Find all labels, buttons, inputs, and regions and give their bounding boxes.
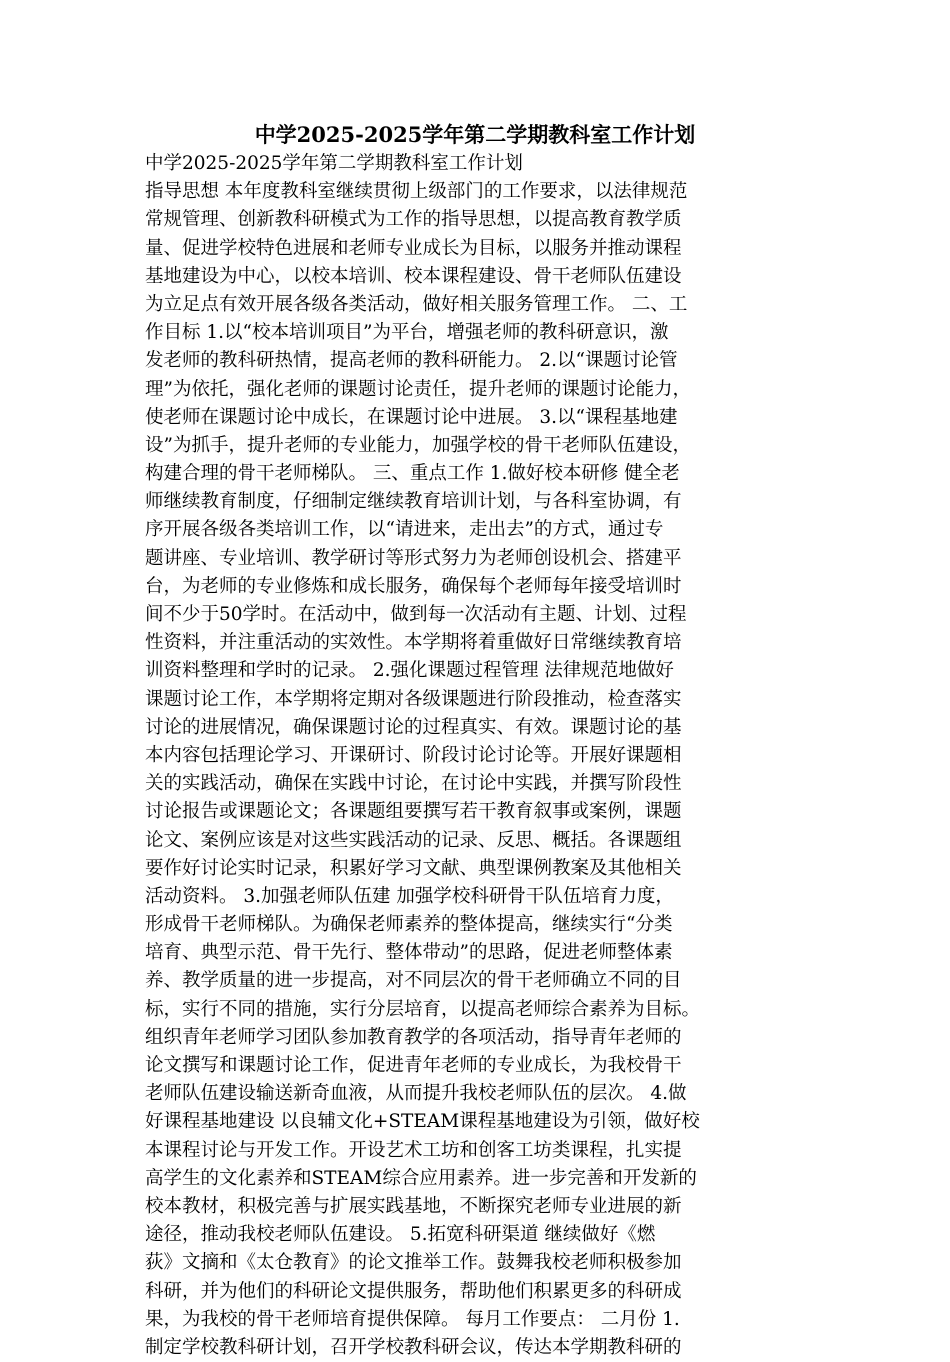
body-text-line: 师继续教育制度，仔细制定继续教育培训计划，与各科室协调，有 bbox=[145, 491, 682, 513]
body-text-line: 好课程基地建设 以良辅文化+STEAM课程基地建设为引领，做好校 bbox=[145, 1111, 700, 1133]
body-text-line: 课题讨论工作，本学期将定期对各级课题进行阶段推动，检查落实 bbox=[145, 688, 682, 710]
body-text-line: 本内容包括理论学习、开课研讨、阶段讨论讨论等。开展好课题相 bbox=[145, 744, 682, 766]
body-text-line: 为立足点有效开展各级各类活动，做好相关服务管理工作。 二、工 bbox=[145, 293, 688, 315]
body-text-line: 题讲座、专业培训、教学研讨等形式努力为老师创设机会、搭建平 bbox=[145, 547, 682, 569]
body-text-line: 制定学校教科研计划，召开学校教科研会议，传达本学期教科研的 bbox=[145, 1336, 682, 1358]
body-text-line: 果，为我校的骨干老师培育提供保障。 每月工作要点： 二月份 1. bbox=[145, 1308, 680, 1330]
body-text-line: 形成骨干老师梯队。为确保老师素养的整体提高，继续实行“分类 bbox=[145, 914, 673, 936]
body-text-line: 序开展各级各类培训工作，以“请进来，走出去”的方式，通过专 bbox=[145, 519, 664, 541]
body-text-line: 科研，并为他们的科研论文提供服务，帮助他们积累更多的科研成 bbox=[145, 1280, 682, 1302]
body-text-line: 老师队伍建设输送新奇血液，从而提升我校老师队伍的层次。 4.做 bbox=[145, 1083, 687, 1105]
body-text-line: 指导思想 本年度教科室继续贯彻上级部门的工作要求，以法律规范 bbox=[145, 181, 688, 203]
body-text-line: 发老师的教科研热情，提高老师的教科研能力。 2.以“课题讨论管 bbox=[145, 350, 678, 372]
body-text-line: 设”为抓手，提升老师的专业能力，加强学校的骨干老师队伍建设， bbox=[145, 434, 691, 456]
body-text-line: 培育、典型示范、骨干先行、整体带动”的思路，促进老师整体素 bbox=[145, 942, 673, 964]
body-text-line: 活动资料。 3.加强老师队伍建 加强学校科研骨干队伍培育力度， bbox=[145, 885, 674, 907]
body-text-line: 标，实行不同的措施，实行分层培育，以提高老师综合素养为目标。 bbox=[145, 998, 701, 1020]
body-text-line: 本课程讨论与开发工作。开设艺术工坊和创客工坊类课程，扎实提 bbox=[145, 1139, 682, 1161]
body-text-line: 构建合理的骨干老师梯队。 三、重点工作 1.做好校本研修 健全老 bbox=[145, 463, 680, 485]
body-text-line: 途径，推动我校老师队伍建设。 5.拓宽科研渠道 继续做好《燃 bbox=[145, 1224, 656, 1246]
document-body bbox=[145, 150, 813, 1362]
body-text-line: 台，为老师的专业修炼和成长服务，确保每个老师每年接受培训时 bbox=[145, 575, 682, 597]
body-text-line: 讨论的进展情况，确保课题讨论的过程真实、有效。课题讨论的基 bbox=[145, 716, 682, 738]
body-text-line: 性资料，并注重活动的实效性。本学期将着重做好日常继续教育培 bbox=[145, 632, 682, 654]
body-text-line: 关的实践活动，确保在实践中讨论，在讨论中实践，并撰写阶段性 bbox=[145, 773, 682, 795]
body-text-line: 理”为依托，强化老师的课题讨论责任，提升老师的课题讨论能力， bbox=[145, 378, 691, 400]
body-text-line: 中学2025-2025学年第二学期教科室工作计划 bbox=[145, 153, 523, 174]
document-title: 中学2025-2025学年第二学期教科室工作计划 bbox=[254, 122, 696, 147]
body-text-line: 校本教材，积极完善与扩展实践基地，不断探究老师专业进展的新 bbox=[145, 1195, 682, 1217]
body-text-line: 讨论报告或课题论文；各课题组要撰写若干教育叙事或案例，课题 bbox=[145, 801, 682, 823]
body-text-line: 间不少于50学时。在活动中，做到每一次活动有主题、计划、过程 bbox=[145, 604, 687, 625]
body-text-line: 训资料整理和学时的记录。 2.强化课题过程管理 法律规范地做好 bbox=[145, 660, 674, 682]
body-text-line: 量、促进学校特色进展和老师专业成长为目标，以服务并推动课程 bbox=[145, 237, 682, 259]
body-text-line: 常规管理、创新教科研模式为工作的指导思想，以提高教育教学质 bbox=[145, 209, 682, 231]
body-text-line: 使老师在课题讨论中成长，在课题讨论中进展。 3.以“课程基地建 bbox=[145, 406, 678, 428]
body-text-line: 高学生的文化素养和STEAM综合应用素养。进一步完善和开发新的 bbox=[145, 1167, 697, 1189]
body-text-line: 要作好讨论实时记录，积累好学习文献、典型课例教案及其他相关 bbox=[145, 857, 682, 879]
body-text-line: 荻》文摘和《太仓教育》的论文推举工作。鼓舞我校老师积极参加 bbox=[145, 1252, 682, 1274]
body-text-line: 养、教学质量的进一步提高，对不同层次的骨干老师确立不同的目 bbox=[145, 970, 682, 992]
body-text-line: 基地建设为中心，以校本培训、校本课程建设、骨干老师队伍建设 bbox=[145, 265, 682, 287]
body-text-line: 组织青年老师学习团队参加教育教学的各项活动，指导青年老师的 bbox=[145, 1026, 682, 1048]
body-text-line: 论文、案例应该是对这些实践活动的记录、反思、概括。各课题组 bbox=[145, 829, 682, 851]
body-text-line: 论文撰写和课题讨论工作，促进青年老师的专业成长，为我校骨干 bbox=[145, 1055, 682, 1076]
body-text-line: 作目标 1.以“校本培训项目”为平台，增强老师的教科研意识，激 bbox=[145, 322, 669, 344]
